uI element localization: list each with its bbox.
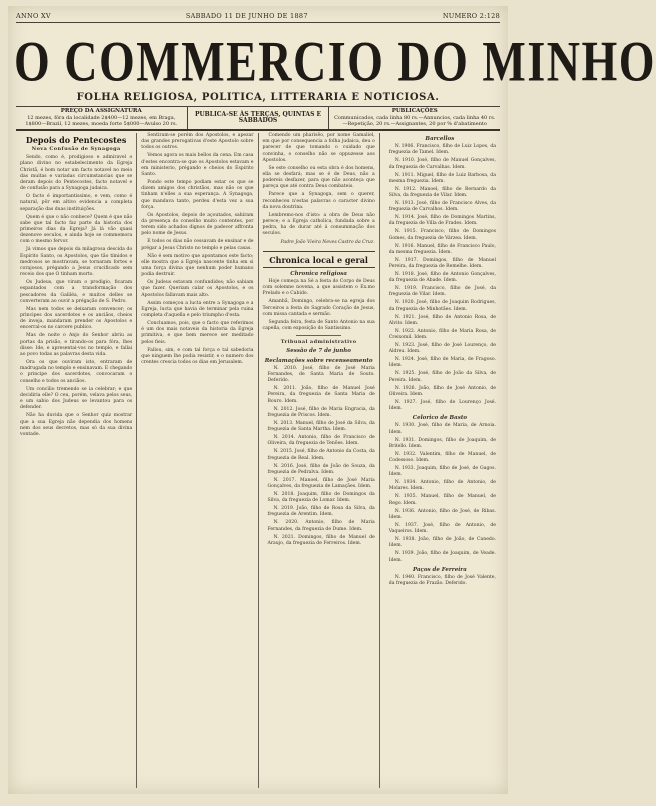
list-item: N. 2020. Antonio, filho de Maria Fernandes, da freguezia de Dume. Idem. xyxy=(267,520,375,532)
list-item: N. 1916. Manuel, filho de Francisco Paulo, da mesma freguezia. Idem. xyxy=(388,243,496,255)
paragraph: Se este conselho ou esta obra é dos homens, ella se desfará; mas se é de Deus, não a podereis desfazer, para que não aconteça que pareça que até contra Deus combateis. xyxy=(262,165,375,190)
list-item: N. 2019. João, filho de Rosa da Silva, da freguezia de Arentim. Idem. xyxy=(267,506,375,518)
paragraph: Hoje começa na Sé a festa do Corpo de Deus com solemne novena, a que assistem o Ex.mo Prelado e o Cabido. xyxy=(262,279,375,297)
paragraph: Pondo este tempo podiam estar os que se dizem amigos dos christãos, mas não os que tinham n'elles a sua esperança. A Synagoga, que mandava tanto, perdeu d'esta vez a sua força. xyxy=(141,180,254,210)
list-item: N. 1912. Manoel, filho de Bernardo da Silva, da freguezia de Vilar. Idem. xyxy=(388,186,496,199)
list-item: N. 1939. João, filho de Joaquim, de Veade. Idem. xyxy=(388,551,496,563)
paragraph: Amanhã, Domingo, celebra-se na egreja dos Terceiros a festa do Sagrado Coração de Jesus, com missa cantada e sermão. xyxy=(262,299,375,317)
list-item: N. 1925. José, filho de João da Silva, de Pereira. Idem. xyxy=(388,371,496,383)
list-item: N. 2017. Manoel, filho de José Maria Gonçalves, da freguezia de Lamaçães. Idem. xyxy=(267,477,375,489)
list-item: N. 2016. José, filho de João de Souza, da freguezia de Pedralva. Idem. xyxy=(267,463,375,475)
list-item: N. 1915. Francisco, filho de Domingos Gomes, da freguezia de Várzea. Idem. xyxy=(388,229,496,241)
publications-title: PUBLICAÇÕES xyxy=(391,108,438,114)
subscription-title: PREÇO DA ASSIGNATURA xyxy=(60,108,142,114)
district-heading: Paços de Ferreira xyxy=(412,566,467,573)
paragraph: Assim começou a lucta entre a Synagoga e a Egreja, lucta que havia de terminar pela ruina completa d'aquella e pelo triumpho d'esta. xyxy=(141,300,254,319)
list-item: N. 1906. Francisco, filho de Luiz Lopes, da freguezia de Tamel. Idem. xyxy=(388,144,496,156)
list-item: N. 1910. José, filho de Manuel Gonçalves, da freguezia de Carvalhas. Idem. xyxy=(388,158,496,170)
article-signature: Padre João Vieira Neves Castro da Cruz. xyxy=(280,239,375,245)
paragraph: Não ha duvida que o Senhor quiz mostrar que a sua Egreja não dependia dos homens nem dos seus decretos, mas só da sua divina vontade. xyxy=(20,413,133,437)
list-item: N. 1923. José, filho de José Lourenço, de Aldreu. Idem. xyxy=(388,343,496,355)
info-bar xyxy=(16,107,500,131)
list-item: N. 1934. Antonio, filho de Antonio, de Molares. Idem. xyxy=(388,480,496,492)
list-item: N. 1937. José, filho de Antonio, de Vaqueiros. Idem. xyxy=(388,522,496,535)
section-box xyxy=(263,251,375,268)
publications-box xyxy=(329,107,500,129)
list-item: N. 1926. João, filho de José Antonio, de Oliveira. Idem. xyxy=(388,385,496,397)
section-title: Chronica local e geral xyxy=(269,254,368,265)
paragraph: Parece que a Synagoga, sem o querer, reconheceu n'estas palavras o caracter divino da nova doutrina. xyxy=(262,192,375,210)
paragraph: E todos os dias não cessavam de ensinar e de prégar a Jesus Christo no templo e pelas casas. xyxy=(141,239,254,251)
list-item: N. 1931. Domingos, filho de Joaquim, de Britello. Idem. xyxy=(388,437,496,449)
volume-label: ANNO XV xyxy=(16,12,51,20)
paragraph: Fallou, sim, e com tal força e tal sabedoria que ninguem lhe podia resistir, e o numero dos crentes crescia todos os dias em Jerusalem. xyxy=(141,347,254,366)
header-line xyxy=(16,10,500,23)
list-item: N. 1913. José, filho de Francisco Alves, da freguezia de Carvalhos. Idem. xyxy=(388,201,496,213)
masthead-subtitle: FOLHA RELIGIOSA, POLITICA, LITTERARIA E NOTICIOSA. xyxy=(16,92,500,107)
divider xyxy=(296,335,341,336)
list-item: N. 1921. José, filho de Antonio Rosa, de Alvito. Idem. xyxy=(388,314,496,326)
list-item: N. 1938. João, filho de João, de Canedo. Idem. xyxy=(388,537,496,549)
subsection-title: Chronica religiosa xyxy=(290,270,347,277)
column-3 xyxy=(258,133,379,788)
schedule-box xyxy=(188,107,330,129)
paragraph: Mas de noite o Anjo do Senhor abriu as portas da prisão, e tirando-os para fóra, lhes disse: Ide, e apresentai-vos no templo, e fallai ao povo todas as palavras desta vida. xyxy=(20,333,133,358)
paragraph: Vemos agora os mais bellos da cena. Em casa d'estes encontra-se que os Apostolos estavam e em ministerio, prégando e cheios do Espirito Santo. xyxy=(141,153,254,178)
masthead-title: O COMMERCIO DO MINHO xyxy=(14,29,656,93)
list-item: N. 1918. José, filho de Antonio Gonçalves, da freguezia de Abade. Idem. xyxy=(388,272,496,284)
paragraph: Ora os que ouviram isto, entraram de madrugada no templo e ensinavam. E chegando o principe dos sacerdotes, convocaram o conselho e todos os anciãos. xyxy=(20,360,133,384)
list-item: N. 2018. Joaquim, filho de Domingos da Silva, da freguezia de Lomar. Idem. xyxy=(267,491,375,504)
issue-number: NUMERO 2:128 xyxy=(442,12,500,20)
list-item: N. 2021. Domingos, filho de Manuel de Araujo, da freguezia de Ferreiros. Idem. xyxy=(267,534,375,546)
paragraph: Já vimos que depois da milagrosa descida do Espirito Santo, os Apostolos, que tão tímidos e medrosos se mostravam, se tornaram fortes e corajosos, prégando a Jesus crucificado sem receio dos que O tinham morto. xyxy=(20,247,133,278)
list-item: N. 1927. José, filho de Lourenço José. Idem. xyxy=(388,399,496,412)
list-item: N. 1920. José, filho de Joaquim Rodrigues, da freguezia de Minhotães. Idem. xyxy=(388,300,496,312)
paragraph: Os Judeus, que viram o prodigio, ficaram espantados com a transformação dos pescadores da Galiléa, e muitos delles se converteram ao ouvir a prégação de S. Pedro. xyxy=(20,280,133,304)
column-1 xyxy=(16,133,136,788)
list-item: N. 2013. Manuel, filho de José da Silva, da freguezia de Santa Martha. Idem. xyxy=(267,420,375,433)
date-label: SABBADO 11 DE JUNHO DE 1887 xyxy=(185,12,308,20)
list-item: N. 1940. Francisco, filho de José Valente, da freguezia de Frazão. Deferido. xyxy=(388,574,496,587)
paragraph: Quem é que o não conhece? Quem é que não sabe que tal facto faz parte da historia dos primeiros dias da Egreja? Já lá vão quasi dezenove seculos, e ainda hoje se commemora com o mesmo fervor. xyxy=(20,214,133,245)
paragraph: Concluamos, pois, que o facto que referimos é um dos mais notaveis da historia da Egreja primitiva, e que bem merece ser meditado pelos fieis. xyxy=(141,321,254,345)
list-item: N. 1917. Domingos, filho de Manuel Pereira, da freguezia de Remelhe. Idem. xyxy=(388,257,496,270)
district-heading: Barcellos xyxy=(425,136,455,142)
list-item: N. 1930. José, filho de Maria, de Arnoia. Idem. xyxy=(388,423,496,435)
tribunal-subtitle: Sessão de 7 de junho xyxy=(286,348,351,355)
list-item: N. 1919. Francisco, filho de José, da freguezia de Vilar. Idem. xyxy=(388,286,496,298)
column-2 xyxy=(136,133,257,788)
tribunal-subtitle-2: Reclamações sobre recenseamento xyxy=(264,357,373,364)
paragraph: Mas nem todos se deixaram convencer; os principes dos sacerdotes e os anciãos, cheios de inveja, mandaram prender os Apostolos e encerral-os no carcere publico. xyxy=(20,306,133,331)
paragraph: Comendo um pharisêo, por nome Gamaliel, em que por consequencia a folha judaica, deu o parecer de que tomando o cuidado que convinha, o conselho não se oppuzesse aos Apostolos. xyxy=(262,133,375,163)
list-item: N. 1935. Manuel, filho de Manuel, de Rego. Idem. xyxy=(388,494,496,506)
list-item: N. 2012. José, filho de Maria Engracia, da freguezia de Priscos. Idem. xyxy=(267,406,375,418)
paragraph: Segunda feira, festa de Santo Antonio na sua capella, com exposição do Santissimo. xyxy=(262,319,375,332)
article-heading: Depois do Pentecostes xyxy=(25,135,127,145)
list-item: N. 1914. José, filho de Domingos Martins, da freguezia de Villa de Frades. Idem. xyxy=(388,215,496,227)
list-item: N. 1911. Miguel, filho de Luiz Barbosa, da mesma freguezia. Idem. xyxy=(388,172,496,184)
list-item: N. 2014. Antonio, filho de Francisco de Oliveira, da freguezia de Tenões. Idem. xyxy=(267,435,375,447)
newspaper-page xyxy=(8,6,656,794)
paragraph: Os Judeus estavam confundidos; não sabiam que fazer. Queriam calar os Apostolos, e os Apostolos fallavam mais alto. xyxy=(141,280,254,298)
article-columns xyxy=(16,133,500,788)
list-item: N. 1936. Antonio, filho de José, de Ribas. Idem. xyxy=(388,508,496,520)
list-item: N. 2011. João, filho de Manuel José Pereira, da freguezia de Santa Maria de Bouro. Idem. xyxy=(267,386,375,404)
list-item: N. 1922. Antonio, filho de Maria Rosa, de Creixomil. Idem. xyxy=(388,328,496,341)
subscription-text: 12 mezes, fóra da localidade 2$400—12 mezes, em Braga, 1$800—Brazil, 12 mezes, moeda forte 5$000—Avulso 20 rs. xyxy=(25,115,178,127)
paragraph: Não é sem motivo que apontamos este facto; elle mostra que a Egreja nascente tinha em si uma força divina que nenhum poder humano podia destruir. xyxy=(141,253,254,278)
list-item: N. 1932. Valentim, filho de Manuel, de Codessoso. Idem. xyxy=(388,451,496,464)
tribunal-title: Tribunal administrativo xyxy=(280,339,357,346)
list-item: N. 2010. José, filho de José Maria Fernandes, de Santa Maria de Souto. Deferido. xyxy=(267,365,375,384)
subscription-box xyxy=(16,107,188,129)
paragraph: Sendo, como é, prodigioso e admiravel o plano divino no estabelecimento da Egreja Christã, é bom notar um facto notavel no meio das muitas e variadas circumstancias que se deram depois do Pentecostes, facto notavel e de confusão para a Synagoga judaica. xyxy=(20,155,133,192)
list-item: N. 1933. Joaquim, filho de José, de Gagos. Idem. xyxy=(388,466,496,478)
list-item: N. 2015. José, filho de Antonio da Costa, da freguezia de Real. Idem. xyxy=(267,449,375,461)
list-item: N. 1924. José, filho de Maria, de Fragoso. Idem. xyxy=(388,357,496,369)
column-4 xyxy=(379,133,500,788)
schedule-text: PUBLICA-SE ÀS TERÇAS, QUINTAS E SABBADOS xyxy=(194,111,322,124)
paragraph: Os Apostolos, depois de açoutados, sahiram da presença do conselho muito contentes, por terem sido achados dignos de padecer affronta pelo nome de Jesus. xyxy=(141,212,254,237)
paragraph: O facto é importantissimo, e vem, como é natural, pôr em altivo evidencia a completa separação das duas instituições. xyxy=(20,194,133,212)
paragraph: Um concilio tremendo se ia celebrar; e que decidiria elle? O ceu, porém, velava pelos seus, e um sabio dos Judeus se levantou para os defender. xyxy=(20,386,133,411)
paragraph: Sentiram-se porém dos Apostolos, e apezar das grandes prerogativas d'este Apostolo sobre todos os outros. xyxy=(141,133,254,151)
district-heading: Celorico de Basto xyxy=(412,415,468,422)
publications-text: Communicados, cada linha 80 rs.—Annuncios, cada linha 40 rs.—Repetição, 20 rs.—Assignantes, 20 por % d'abatimento xyxy=(334,115,496,127)
article-subheading: Nova Confusão de Synagoga xyxy=(31,146,121,152)
paragraph: Lembremo-nos d'isto: a obra de Deus não perece; e a Egreja catholica, fundada sobre a pedra, ha de durar até á consummação dos seculos. xyxy=(262,212,375,237)
